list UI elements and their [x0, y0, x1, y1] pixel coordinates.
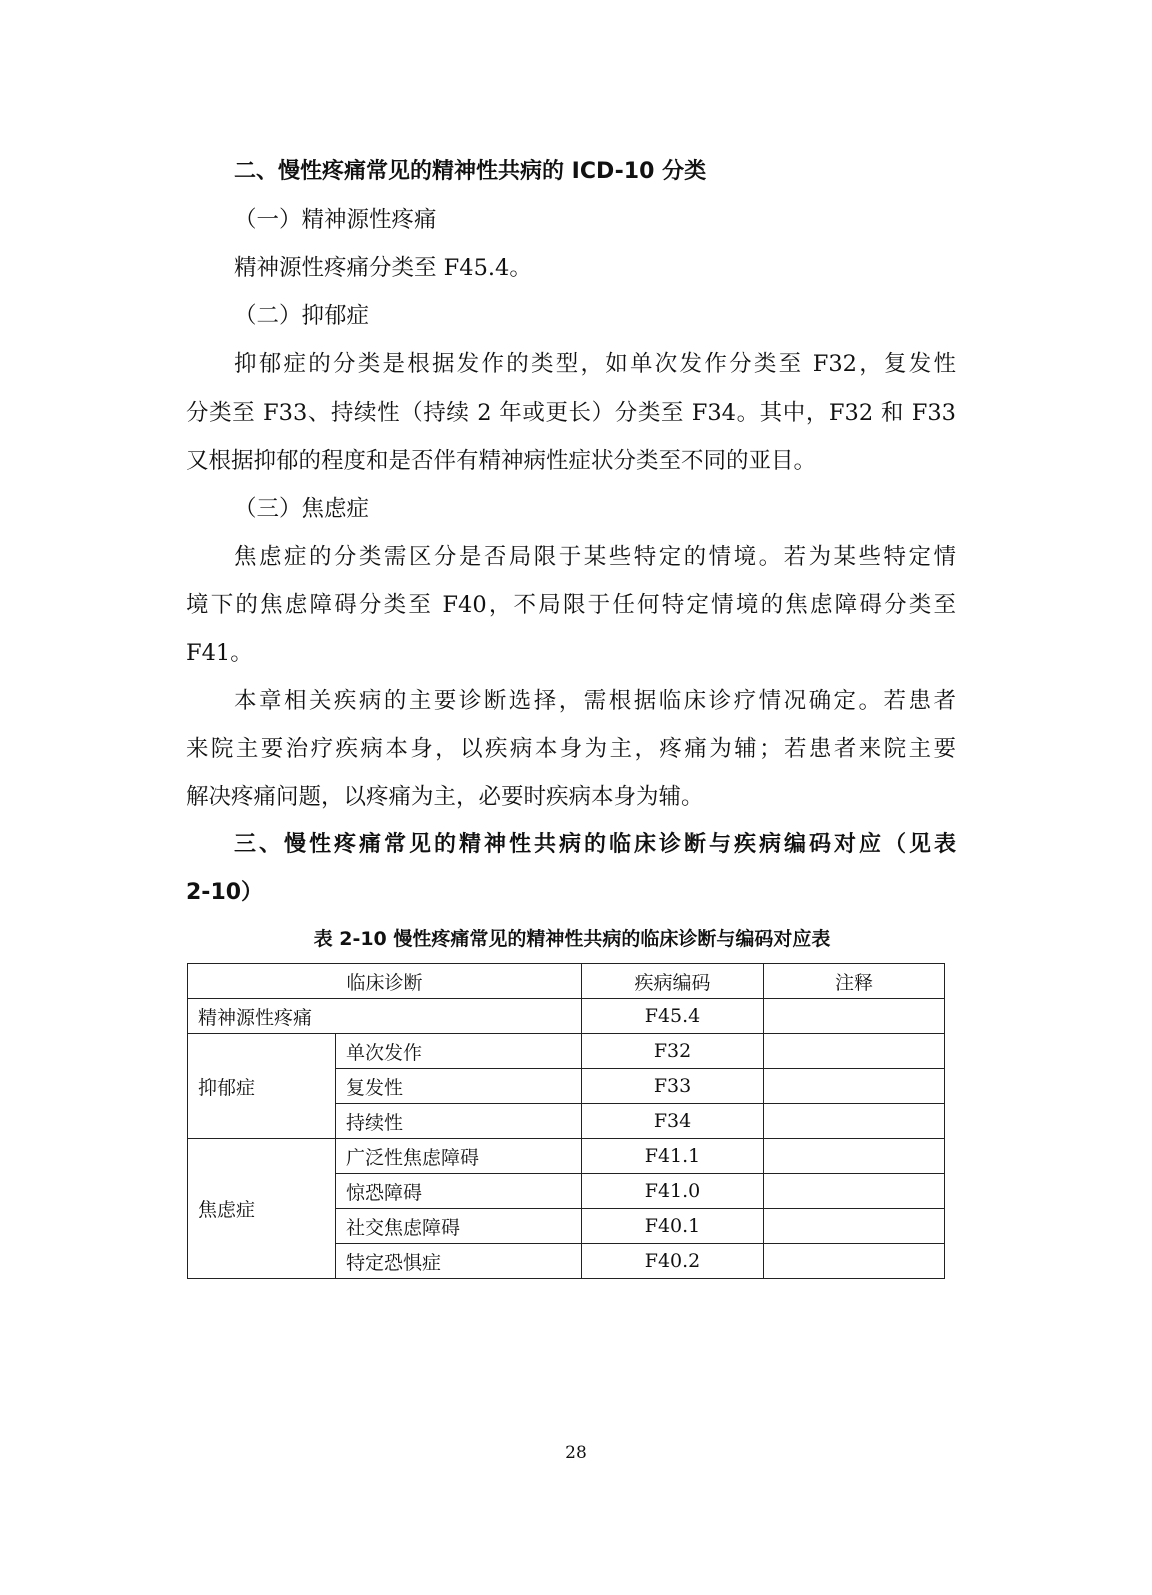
header-diagnosis: 临床诊断: [188, 964, 582, 999]
section-3-heading: 三、慢性疼痛常见的精神性共病的临床诊断与疾病编码对应（见表: [234, 832, 956, 857]
diagnosis-cell: 单次发作: [336, 1034, 582, 1069]
diagnosis-cell: 精神源性疼痛: [188, 999, 582, 1034]
diagnosis-cell: 惊恐障碍: [336, 1174, 582, 1209]
page-number: 28: [565, 1443, 587, 1463]
note-cell: [764, 1069, 945, 1104]
note-cell: [764, 1104, 945, 1139]
code-cell: F41.1: [582, 1139, 764, 1174]
code-cell: F34: [582, 1104, 764, 1139]
anxiety-paragraph-line: F41。: [186, 640, 253, 666]
subsection-anxiety-title: （三）焦虑症: [234, 496, 370, 522]
group-cell-anxiety: 焦虑症: [188, 1139, 336, 1279]
section-2-heading: 二、慢性疼痛常见的精神性共病的 ICD-10 分类: [234, 159, 707, 184]
table-row: [188, 1034, 945, 1069]
note-cell: [764, 1139, 945, 1174]
diagnosis-cell: 广泛性焦虑障碍: [336, 1139, 582, 1174]
diagnosis-cell: 持续性: [336, 1104, 582, 1139]
note-cell: [764, 999, 945, 1034]
code-cell: F40.1: [582, 1209, 764, 1244]
header-code: 疾病编码: [582, 964, 764, 999]
table-header-row: [188, 964, 945, 999]
subsection-psychogenic-title: （一）精神源性疼痛: [234, 207, 437, 233]
table-caption: 表 2-10 慢性疼痛常见的精神性共病的临床诊断与编码对应表: [313, 928, 831, 950]
depression-paragraph-line: 分类至 F33、持续性（持续 2 年或更长）分类至 F34。其中，F32 和 F33: [186, 400, 956, 426]
section-3-heading-cont: 2-10）: [186, 880, 264, 905]
code-cell: F40.2: [582, 1244, 764, 1279]
table-row: [188, 999, 945, 1034]
depression-paragraph-line: 又根据抑郁的程度和是否伴有精神病性症状分类至不同的亚目。: [186, 448, 817, 474]
diagnosis-cell: 特定恐惧症: [336, 1244, 582, 1279]
code-cell: F32: [582, 1034, 764, 1069]
diagnosis-note-line: 解决疼痛问题，以疼痛为主，必要时疾病本身为辅。: [186, 784, 704, 810]
header-note: 注释: [764, 964, 945, 999]
note-cell: [764, 1209, 945, 1244]
anxiety-paragraph-line: 焦虑症的分类需区分是否局限于某些特定的情境。若为某些特定情: [234, 544, 956, 570]
depression-paragraph-line: 抑郁症的分类是根据发作的类型，如单次发作分类至 F32，复发性: [234, 351, 956, 377]
code-cell: F45.4: [582, 999, 764, 1034]
note-cell: [764, 1244, 945, 1279]
anxiety-paragraph-line: 境下的焦虑障碍分类至 F40，不局限于任何特定情境的焦虑障碍分类至: [186, 592, 956, 618]
diagnosis-note-line: 来院主要治疗疾病本身，以疾病本身为主，疼痛为辅；若患者来院主要: [186, 736, 956, 762]
diagnosis-code-table: [187, 963, 945, 1279]
group-cell-depression: 抑郁症: [188, 1034, 336, 1139]
diagnosis-cell: 复发性: [336, 1069, 582, 1104]
subsection-depression-title: （二）抑郁症: [234, 303, 370, 329]
subsection-psychogenic-body: 精神源性疼痛分类至 F45.4。: [234, 255, 532, 281]
code-cell: F33: [582, 1069, 764, 1104]
diagnosis-cell: 社交焦虑障碍: [336, 1209, 582, 1244]
diagnosis-note-line: 本章相关疾病的主要诊断选择，需根据临床诊疗情况确定。若患者: [234, 688, 956, 714]
code-cell: F41.0: [582, 1174, 764, 1209]
note-cell: [764, 1174, 945, 1209]
note-cell: [764, 1034, 945, 1069]
table-row: [188, 1139, 945, 1174]
